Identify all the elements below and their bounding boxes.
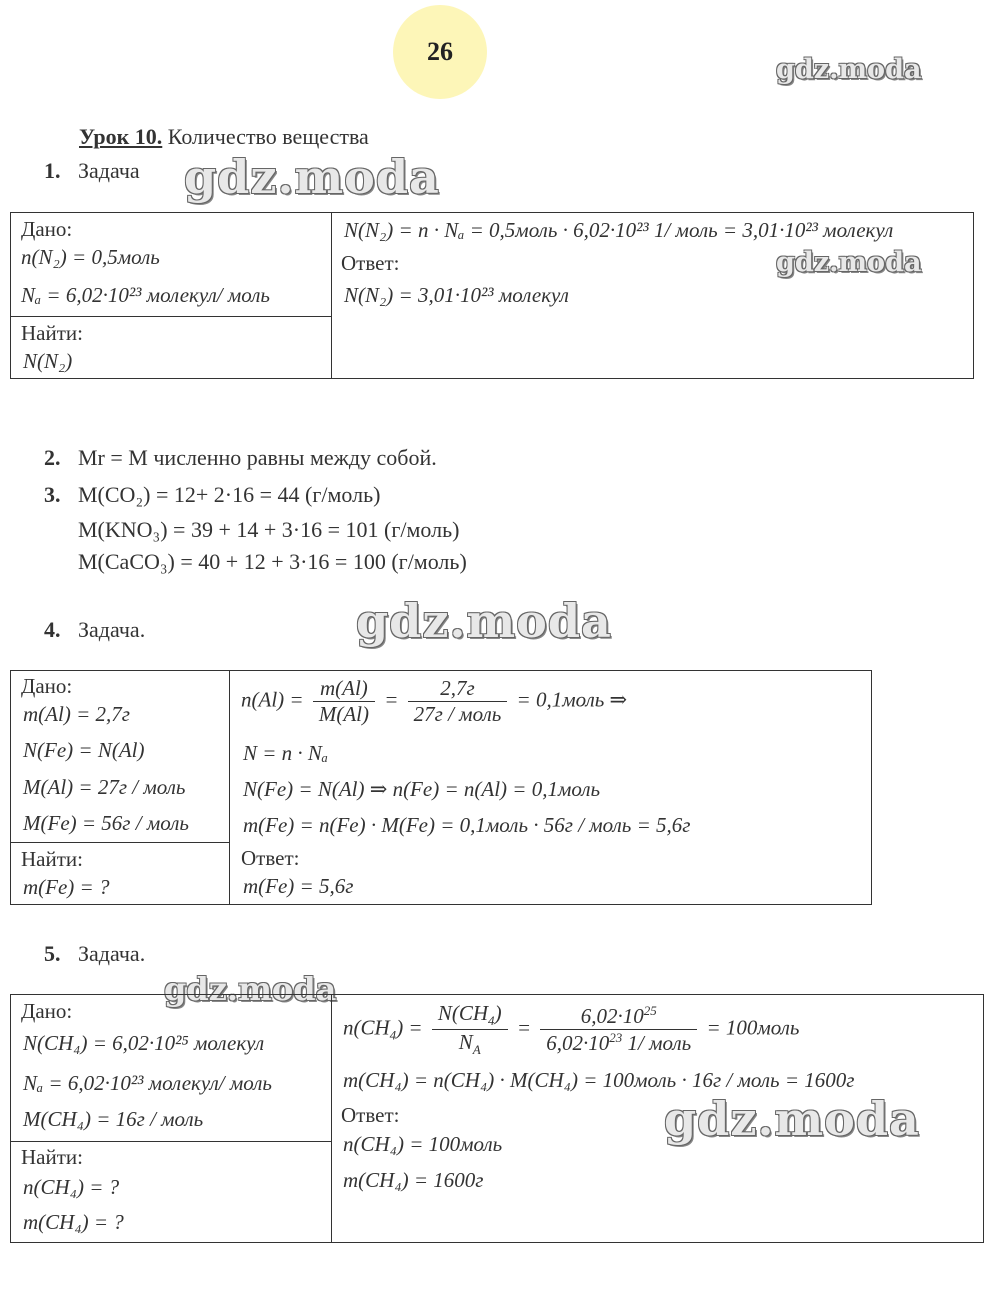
find-value: m(Fe) = ? (23, 875, 110, 899)
find-value: n(CH₄) = ? (23, 1175, 120, 1199)
given-value: M(CH₄) = 16г / моль (23, 1107, 204, 1131)
given-value: n(N₂) = 0,5моль (21, 245, 160, 269)
item3-line: M(CaCO₃) = 40 + 12 + 3·16 = 100 (г/моль) (78, 549, 467, 574)
page-number: 26 (393, 5, 487, 99)
answer-value: m(CH₄) = 1600г (343, 1168, 484, 1192)
lesson-title: Урок 10. Количество вещества (79, 124, 369, 149)
answer-label: Ответ: (241, 846, 300, 870)
given-label: Дано: (21, 217, 73, 241)
watermark: gdz.moda (184, 150, 440, 204)
task4-table (10, 670, 872, 905)
find-value: m(CH₄) = ? (23, 1210, 124, 1234)
item2: 2. Mr = M численно равны между собой. (44, 445, 437, 470)
watermark: gdz.moda (776, 247, 922, 278)
item3-line: 3. M(CO₂) = 12+ 2·16 = 44 (г/моль) (44, 482, 381, 507)
find-label: Найти: (21, 321, 83, 345)
answer-value: N(N₂) = 3,01·10²³ молекул (344, 283, 569, 307)
item3-line: M(KNO₃) = 39 + 14 + 3·16 = 101 (г/моль) (78, 517, 460, 542)
find-label: Найти: (21, 847, 83, 871)
given-value: Nₐ = 6,02·10²³ молекул/ моль (23, 1071, 272, 1095)
task1-heading: 1. Задача (44, 158, 140, 183)
watermark: gdz.moda (776, 54, 922, 85)
answer-label: Ответ: (341, 251, 400, 275)
given-label: Дано: (21, 999, 73, 1023)
given-value: M(Al) = 27г / моль (23, 775, 186, 799)
given-value: N(Fe) = N(Al) (23, 738, 145, 762)
answer-value: m(Fe) = 5,6г (243, 874, 354, 898)
solution-line: N = n · Nₐ (243, 741, 329, 765)
task1-table (10, 212, 974, 379)
solution-line: $n(CH_4)$ = $\frac{N(CH_4)}{N_A}$ = $\frac{6,02\cdot 10^{25}}{6,02\cdot 10^{23} 1/ моль}$ = 100моль (343, 1001, 800, 1058)
watermark: gdz.moda (356, 594, 612, 648)
solution-line: n(Al) = $\frac{m(Al)}{M(Al)}$ = $\frac{2,7г}{\text{27г / моль}}$ = 0,1моль ⇒ (241, 676, 628, 726)
task5-table (10, 994, 984, 1243)
find-label: Найти: (21, 1145, 83, 1169)
solution-line: m(Fe) = n(Fe) · M(Fe) = 0,1моль · 56г / моль = 5,6г (243, 813, 691, 837)
answer-value: n(CH₄) = 100моль (343, 1132, 503, 1156)
solution-line: N(N₂) = n · Nₐ = 0,5моль · 6,02·10²³ 1/ моль = 3,01·10²³ молекул (344, 218, 894, 242)
find-value: N(N₂) (23, 349, 73, 373)
solution-line: m(CH₄) = n(CH₄) · M(CH₄) = 100моль · 16г / моль = 1600г (343, 1068, 855, 1092)
task5-heading: 5. Задача. (44, 941, 146, 966)
solution-line: N(Fe) = N(Al) ⇒ n(Fe) = n(Al) = 0,1моль (243, 777, 601, 801)
given-value: N(CH₄) = 6,02·10²⁵ молекул (23, 1031, 265, 1055)
given-value: Nₐ = 6,02·10²³ молекул/ моль (21, 283, 270, 307)
answer-label: Ответ: (341, 1103, 400, 1127)
watermark: gdz.moda (664, 1092, 920, 1146)
given-value: m(Al) = 2,7г (23, 702, 130, 726)
watermark: gdz.moda (164, 970, 337, 1008)
given-value: M(Fe) = 56г / моль (23, 811, 189, 835)
given-label: Дано: (21, 674, 73, 698)
task4-heading: 4. Задача. (44, 617, 146, 642)
